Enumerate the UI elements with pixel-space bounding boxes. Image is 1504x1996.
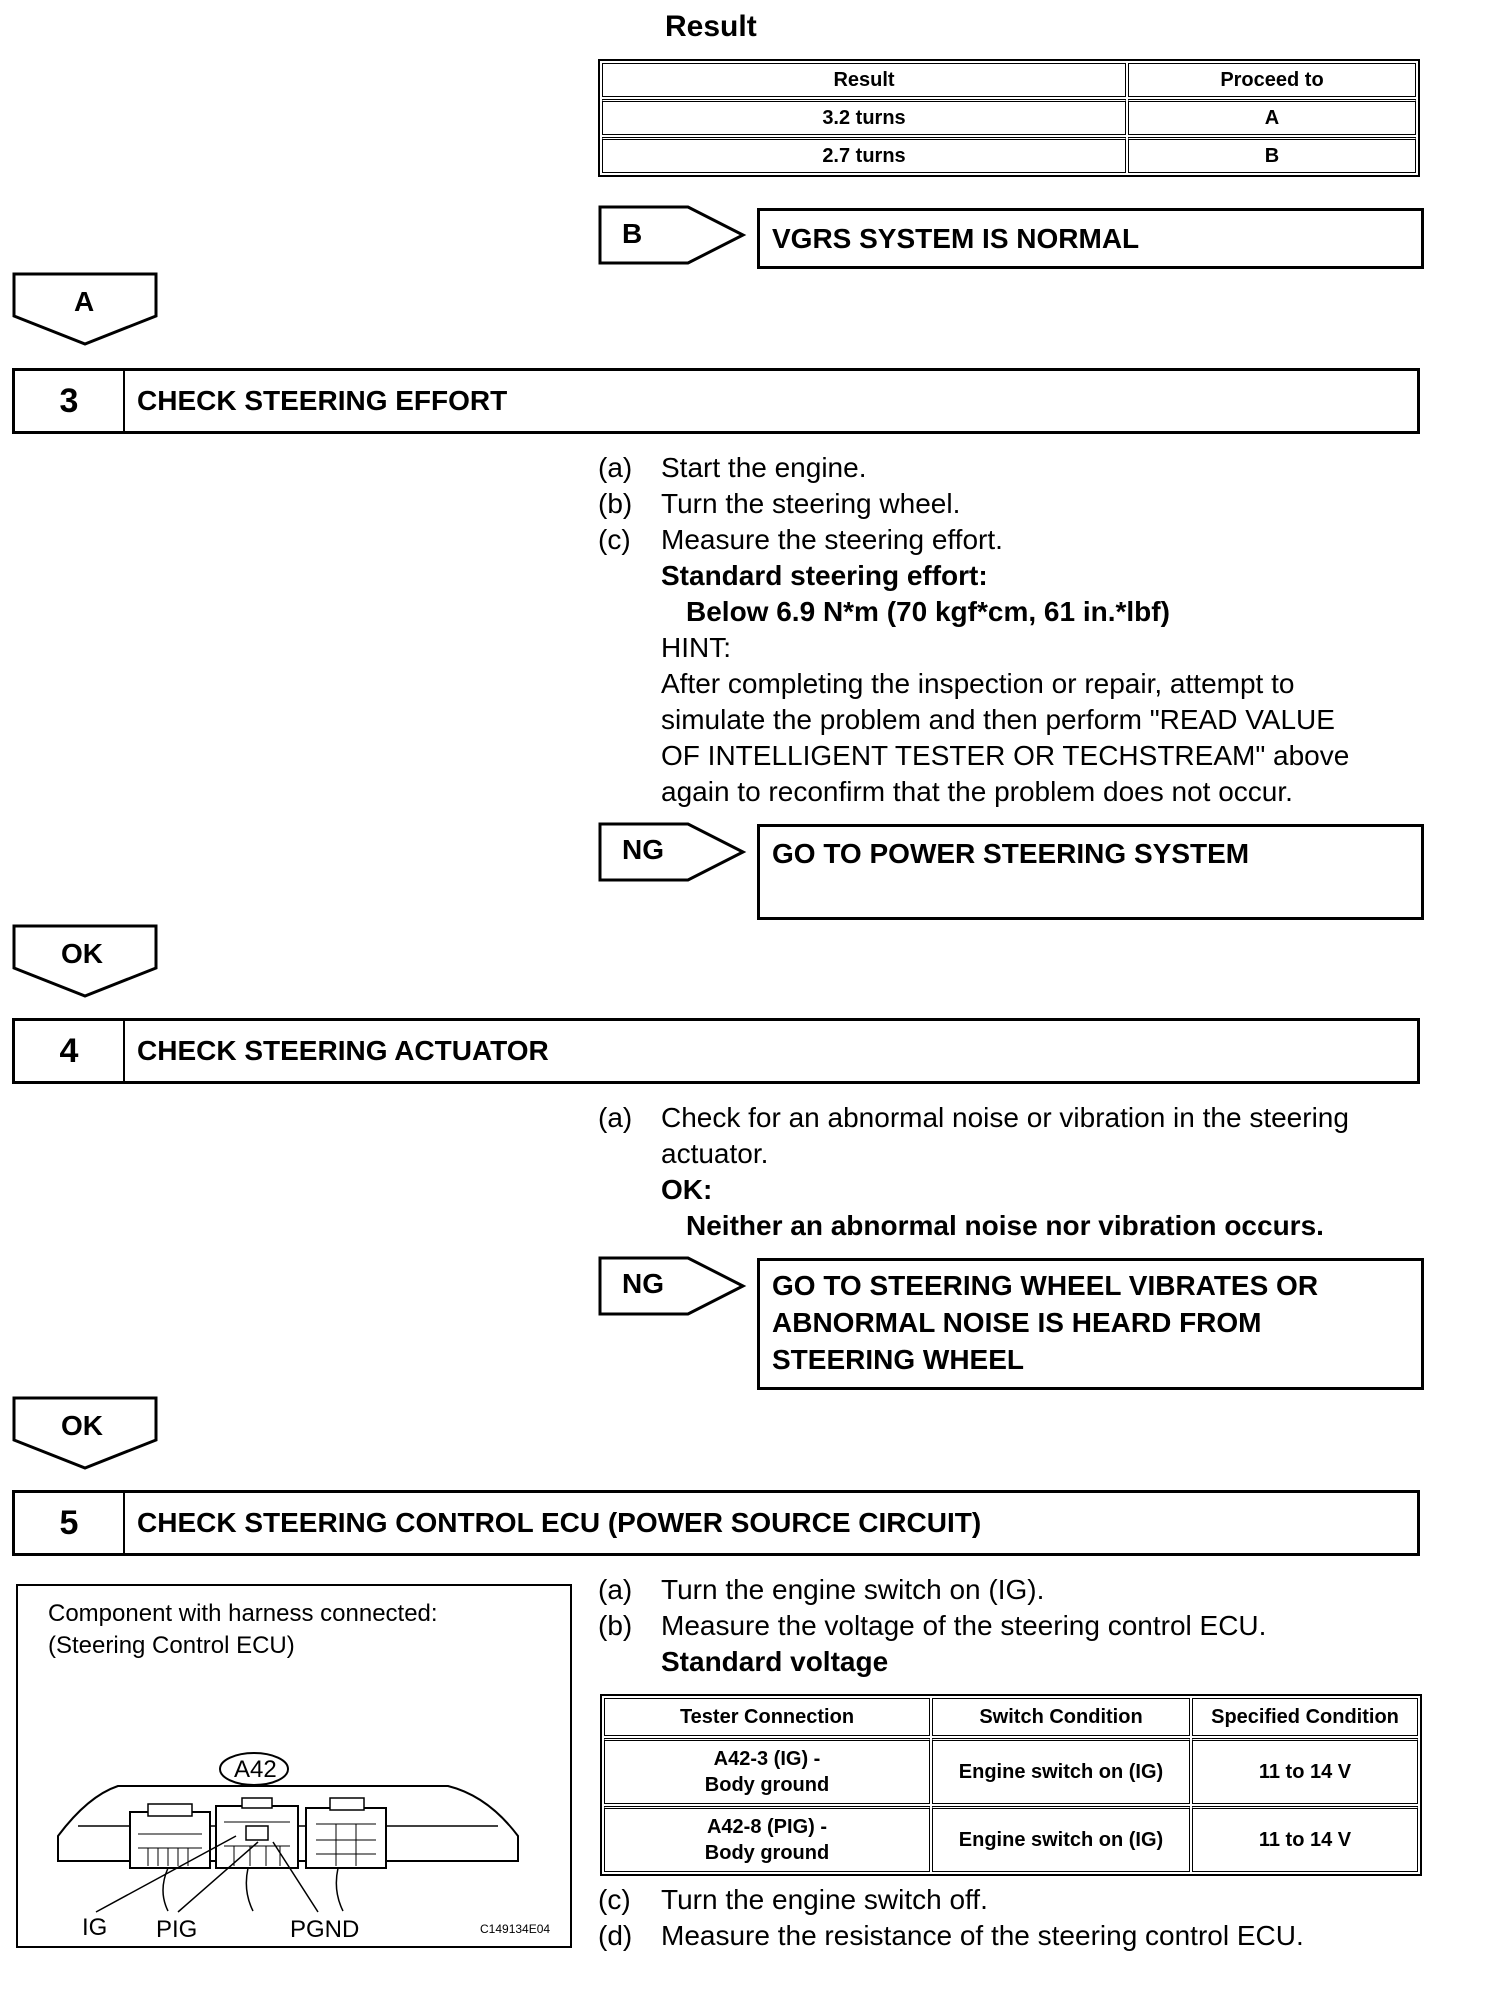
hint-text: simulate the problem and then perform "READ VALUE <box>661 704 1335 735</box>
connector-label: A42 <box>234 1756 277 1783</box>
step-4-header <box>12 1018 1420 1084</box>
item-text: Measure the resistance of the steering control ECU. <box>661 1920 1304 1951</box>
standard-label: Standard voltage <box>661 1646 889 1677</box>
table-cell: B <box>1128 137 1416 173</box>
hint-text: OF INTELLIGENT TESTER OR TECHSTREAM" above <box>661 740 1350 771</box>
step-title: CHECK STEERING ACTUATOR <box>137 1035 549 1066</box>
item-text: Start the engine. <box>661 452 867 483</box>
item-label: (a) <box>598 1574 633 1605</box>
branch-b-arrow-icon <box>598 205 748 265</box>
table-header: Specified Condition <box>1192 1698 1418 1736</box>
tester-connection: Body ground <box>704 1842 830 1864</box>
pin-label: PIG <box>156 1916 198 1943</box>
ng-text: STEERING WHEEL <box>772 1344 1025 1375</box>
table-row <box>602 99 1416 135</box>
figure-caption: (Steering Control ECU) <box>48 1632 295 1659</box>
item-text: Turn the engine switch on (IG). <box>661 1574 1045 1605</box>
ng-label: NG <box>622 834 664 865</box>
ng-arrow-icon <box>598 822 748 882</box>
hint-label: HINT: <box>661 632 731 663</box>
step-5-instructions-cont <box>598 1882 1418 1962</box>
step-number: 4 <box>15 1021 125 1081</box>
item-text: Turn the engine switch off. <box>661 1884 988 1915</box>
hint-text: After completing the inspection or repair, attempt to <box>661 668 1295 699</box>
table-cell <box>604 1738 930 1804</box>
step-5-instructions <box>598 1572 1418 1682</box>
branch-b-label: B <box>622 218 643 249</box>
ng-target <box>757 1258 1424 1390</box>
branch-b-text: VGRS SYSTEM IS NORMAL <box>772 223 1140 254</box>
table-cell: 2.7 turns <box>602 137 1126 173</box>
table-header: Proceed to <box>1128 63 1416 97</box>
item-text: Measure the voltage of the steering control ECU. <box>661 1610 1267 1641</box>
ng-text: GO TO STEERING WHEEL VIBRATES OR <box>772 1270 1319 1301</box>
tester-connection: A42-8 (PIG) - <box>706 1816 828 1838</box>
item-label: (a) <box>598 1102 633 1133</box>
step-title: CHECK STEERING CONTROL ECU (POWER SOURCE CIRCUIT) <box>137 1507 982 1538</box>
step-title: CHECK STEERING EFFORT <box>137 385 508 416</box>
item-label: (b) <box>598 488 633 519</box>
result-heading: Result <box>665 10 757 43</box>
ng-text: GO TO POWER STEERING SYSTEM <box>772 838 1250 869</box>
step-number: 3 <box>15 371 125 431</box>
tester-connection: Body ground <box>704 1774 830 1796</box>
table-cell <box>604 1806 930 1872</box>
hint-text: again to reconfirm that the problem does not occur. <box>661 776 1293 807</box>
ecu-connector-drawing <box>18 1726 570 1946</box>
step-3-header <box>12 368 1420 434</box>
voltage-table <box>600 1694 1422 1876</box>
ng-arrow-icon <box>598 1256 748 1316</box>
standard-label: Standard steering effort: <box>661 560 988 591</box>
table-cell: A <box>1128 99 1416 135</box>
table-row <box>604 1738 1418 1804</box>
branch-b-target <box>757 208 1424 269</box>
table-cell: Engine switch on (IG) <box>932 1738 1190 1804</box>
table-row <box>602 137 1416 173</box>
standard-value: Below 6.9 N*m (70 kgf*cm, 61 in.*lbf) <box>686 596 1170 627</box>
ok-label: OK <box>61 938 103 969</box>
item-text: Check for an abnormal noise or vibration in the steering <box>661 1102 1349 1133</box>
pin-label: IG <box>82 1914 108 1941</box>
ok-label: OK <box>61 1410 103 1441</box>
table-cell: 3.2 turns <box>602 99 1126 135</box>
ok-spec-label: OK: <box>661 1174 713 1205</box>
item-text: Measure the steering effort. <box>661 524 1003 555</box>
table-header: Tester Connection <box>604 1698 930 1736</box>
item-text: actuator. <box>661 1138 769 1169</box>
item-label: (b) <box>598 1610 633 1641</box>
table-cell: 11 to 14 V <box>1192 1806 1418 1872</box>
branch-a-label: A <box>74 286 95 317</box>
ng-label: NG <box>622 1268 664 1299</box>
ng-target <box>757 824 1424 920</box>
result-table <box>598 59 1420 177</box>
table-cell: Engine switch on (IG) <box>932 1806 1190 1872</box>
table-cell: 11 to 14 V <box>1192 1738 1418 1804</box>
item-label: (a) <box>598 452 633 483</box>
figure-code: C149134E04 <box>480 1922 551 1936</box>
component-figure <box>16 1584 572 1948</box>
step-number: 5 <box>15 1493 125 1553</box>
item-label: (d) <box>598 1920 633 1951</box>
step-3-instructions <box>598 450 1418 810</box>
item-text: Turn the steering wheel. <box>661 488 961 519</box>
ok-spec-value: Neither an abnormal noise nor vibration occurs. <box>686 1210 1324 1241</box>
tester-connection: A42-3 (IG) - <box>713 1748 821 1770</box>
step-4-instructions <box>598 1100 1418 1250</box>
step-5-header <box>12 1490 1420 1556</box>
table-header: Result <box>602 63 1126 97</box>
figure-caption: Component with harness connected: <box>48 1600 438 1627</box>
ng-text: ABNORMAL NOISE IS HEARD FROM <box>772 1307 1262 1338</box>
table-header: Switch Condition <box>932 1698 1190 1736</box>
item-label: (c) <box>598 524 631 555</box>
table-row <box>604 1806 1418 1872</box>
pin-label: PGND <box>290 1916 360 1943</box>
item-label: (c) <box>598 1884 631 1915</box>
